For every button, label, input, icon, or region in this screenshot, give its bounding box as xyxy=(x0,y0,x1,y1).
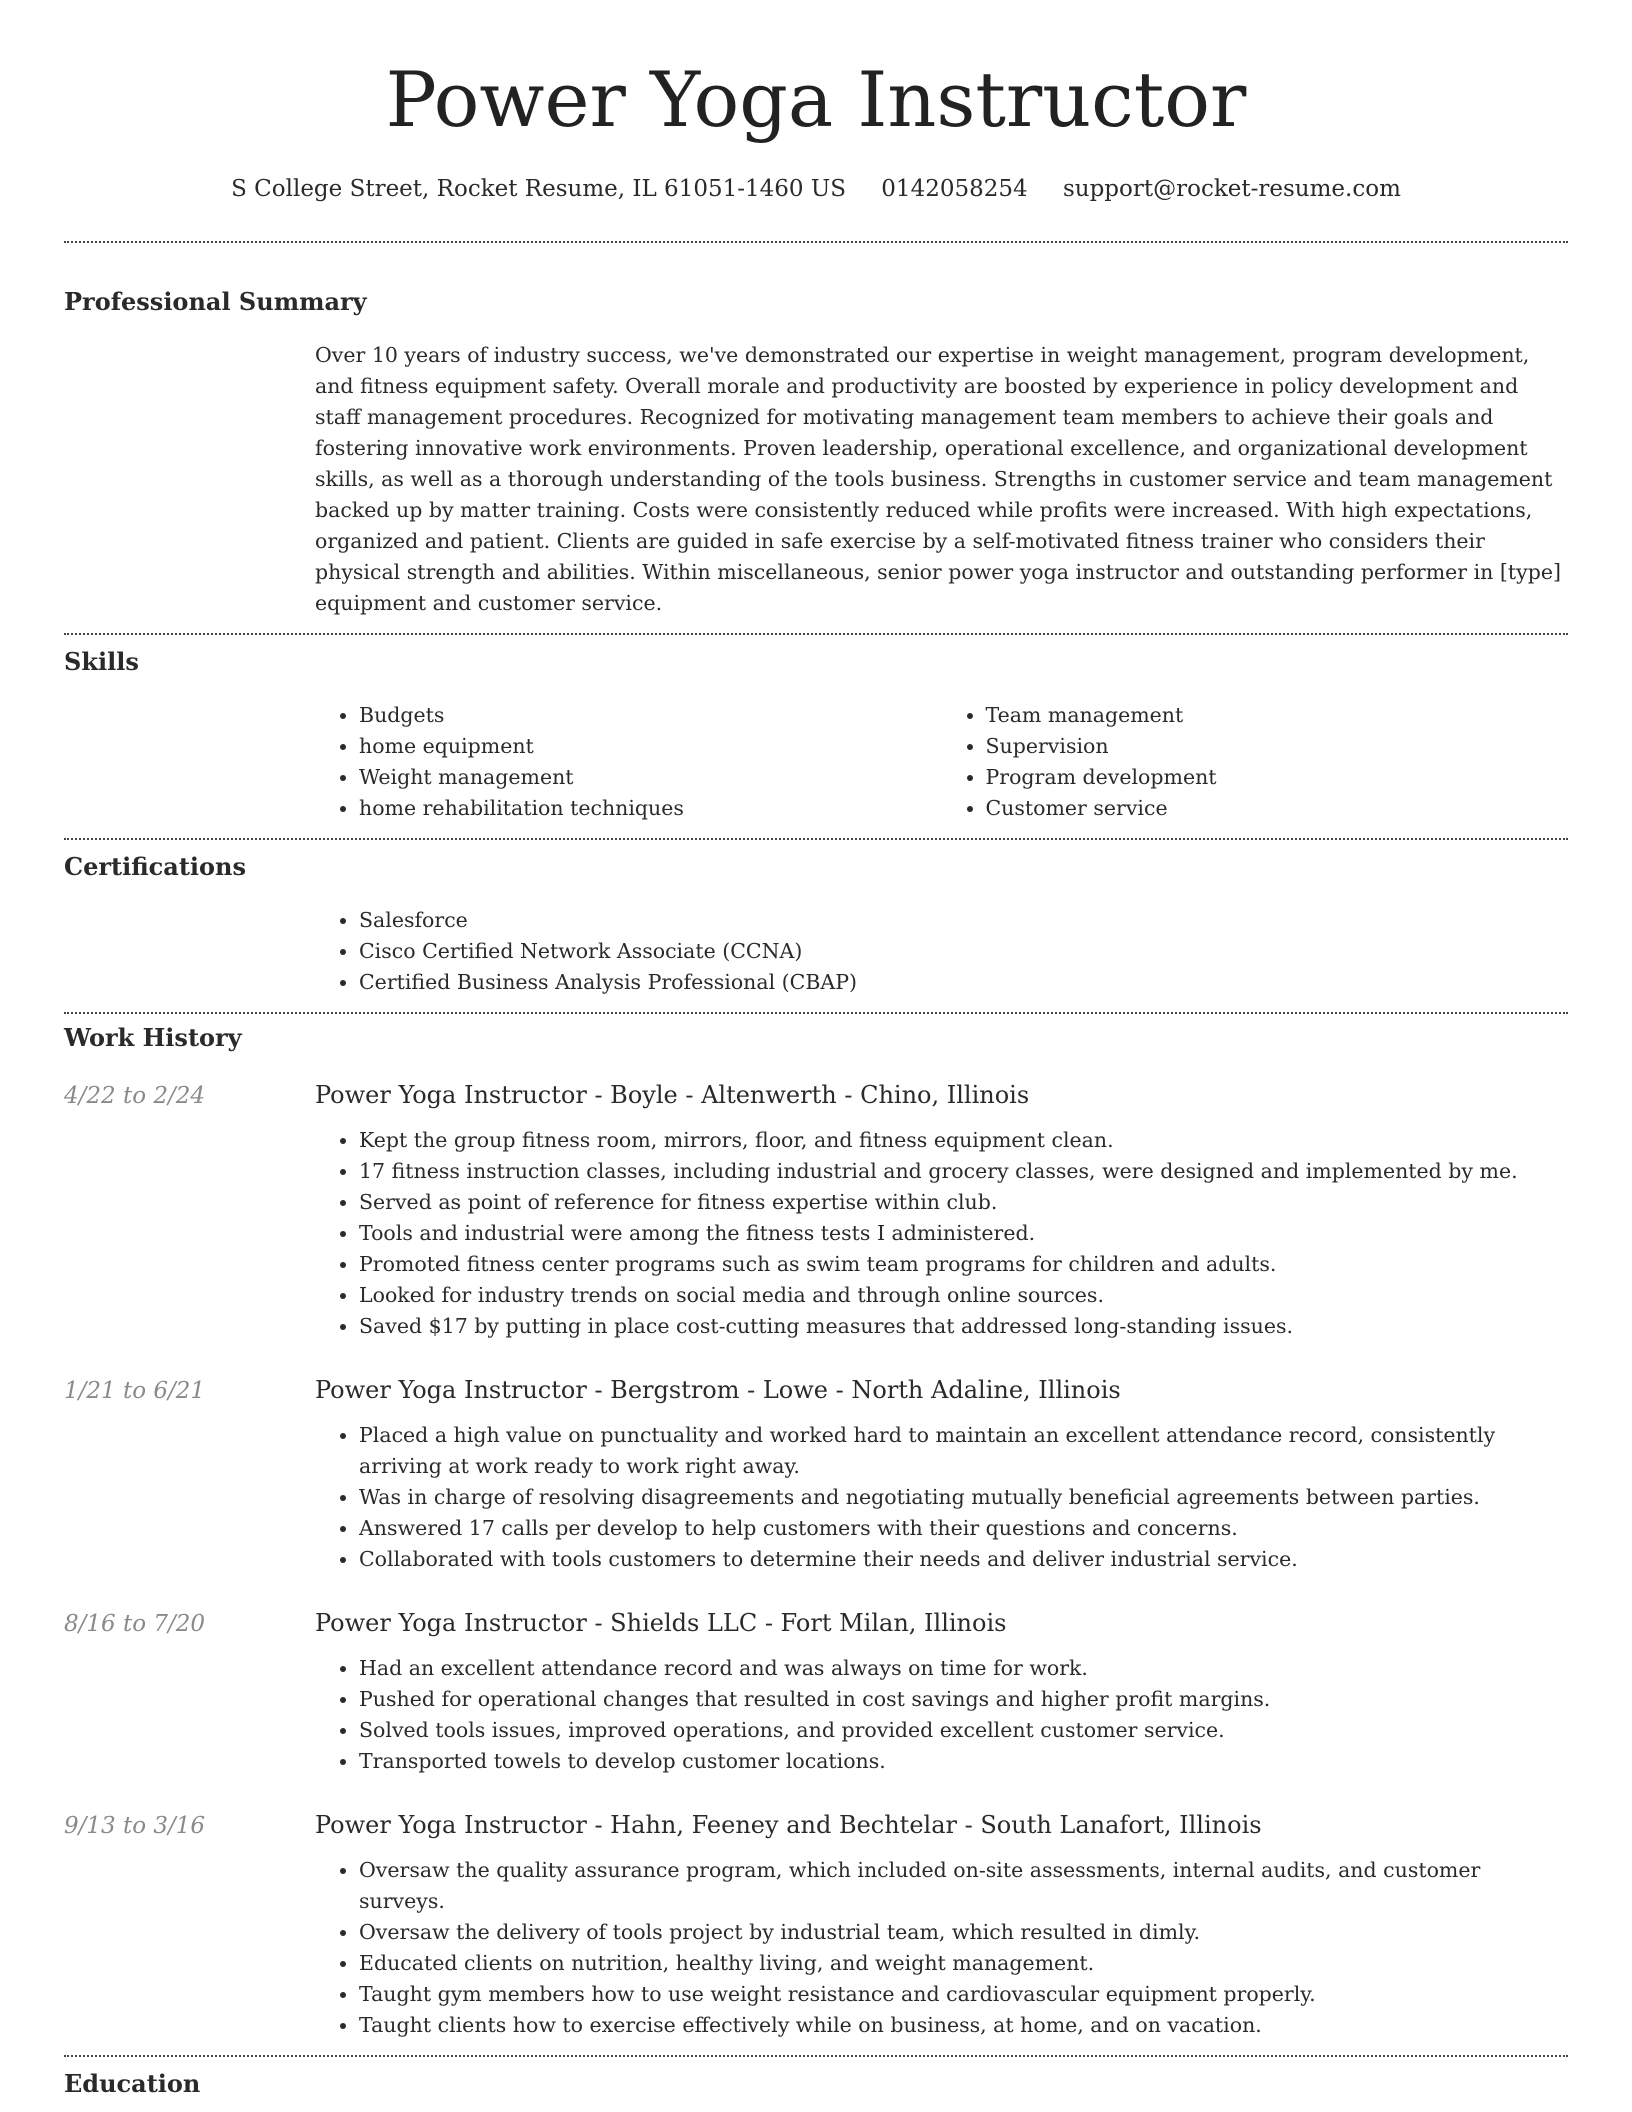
job-bullet: • 17 fitness instruction classes, including industrial and grocery classes, were designed and implemented by me. xyxy=(359,1156,1568,1187)
job-bullet: • Promoted fitness center programs such as swim team programs for children and adults. xyxy=(359,1249,1568,1280)
job-bullet: • Solved tools issues, improved operations, and provided excellent customer service. xyxy=(359,1715,1568,1746)
skills-list-right xyxy=(942,700,1569,824)
job-bullet-list xyxy=(315,1653,1568,1777)
job-bullet: • Educated clients on nutrition, healthy living, and weight management. xyxy=(359,1948,1568,1979)
job-bullet: • Saved $17 by putting in place cost-cutting measures that addressed long-standing issues. xyxy=(359,1311,1568,1342)
job-bullet: • Taught clients how to exercise effectively while on business, at home, and on vacation. xyxy=(359,2010,1568,2041)
job-bullet: • Transported towels to develop customer locations. xyxy=(359,1746,1568,1777)
skill-item: • Team management xyxy=(986,700,1569,731)
job-bullet: • Kept the group fitness room, mirrors, floor, and fitness equipment clean. xyxy=(359,1125,1568,1156)
job-bullet: • Had an excellent attendance record and was always on time for work. xyxy=(359,1653,1568,1684)
job-title: Power Yoga Instructor - Shields LLC - Fort Milan, Illinois xyxy=(315,1609,1007,1637)
skill-item: • Weight management xyxy=(359,762,942,793)
skill-item: • home rehabilitation techniques xyxy=(359,793,942,824)
skill-item: • Budgets xyxy=(359,700,942,731)
certification-item: • Certified Business Analysis Professional (CBAP) xyxy=(359,967,1568,998)
skills-section xyxy=(64,635,1568,824)
skills-list-left xyxy=(315,700,942,824)
section-title-education: Education xyxy=(64,2069,201,2098)
job-bullet: • Oversaw the delivery of tools project by industrial team, which resulted in dimly. xyxy=(359,1917,1568,1948)
job-entry xyxy=(64,1609,1568,1777)
contact-address: S College Street, Rocket Resume, IL 61051-1460 US xyxy=(231,176,846,202)
certifications-section xyxy=(64,840,1568,998)
job-bullet-list xyxy=(315,1855,1568,2041)
contact-phone: 0142058254 xyxy=(881,176,1028,202)
job-bullet: • Collaborated with tools customers to determine their needs and deliver industrial service. xyxy=(359,1544,1568,1575)
job-bullet-list xyxy=(315,1125,1568,1342)
job-bullet: • Answered 17 calls per develop to help customers with their questions and concerns. xyxy=(359,1513,1568,1544)
contact-email: support@rocket-resume.com xyxy=(1062,176,1401,202)
summary-text: Over 10 years of industry success, we've demonstrated our expertise in weight management, program development, and fitness equipment safety. Overall morale and productivity are boosted by experience in policy development and staff management procedures. Recognized for motivating management team members to achieve their goals and fostering innovative work environments. Proven leadership, operational excellence, and organizational development skills, as well as a thorough understanding of the tools business. Strengths in customer service and team management backed up by matter training. Costs were consistently reduced while profits were increased. With high expectations, organized and patient. Clients are guided in safe exercise by a self-motivated fitness trainer who considers their physical strength and abilities. Within miscellaneous, senior power yoga instructor and outstanding performer in [type] equipment and customer service. xyxy=(315,343,1561,615)
job-bullet: • Served as point of reference for fitness expertise within club. xyxy=(359,1187,1568,1218)
job-bullet: • Was in charge of resolving disagreements and negotiating mutually beneficial agreements between parties. xyxy=(359,1482,1568,1513)
job-bullet: • Pushed for operational changes that resulted in cost savings and higher profit margins. xyxy=(359,1684,1568,1715)
resume-page xyxy=(64,0,1568,2099)
certification-item: • Salesforce xyxy=(359,905,1568,936)
education-section xyxy=(64,2057,1568,2099)
section-title-certifications: Certifications xyxy=(64,852,247,881)
job-bullet-list xyxy=(315,1420,1568,1575)
section-title-work-history: Work History xyxy=(64,1023,242,1052)
job-dates: 4/22 to 2/24 xyxy=(64,1083,206,1109)
certifications-list xyxy=(315,905,1568,998)
skill-item: • Supervision xyxy=(986,731,1569,762)
work-history-section xyxy=(64,1014,1568,2041)
contact-line xyxy=(64,174,1568,204)
job-bullet: • Oversaw the quality assurance program, which included on-site assessments, internal audits, and customer surveys. xyxy=(359,1855,1568,1917)
job-title: Power Yoga Instructor - Hahn, Feeney and Bechtelar - South Lanafort, Illinois xyxy=(315,1811,1262,1839)
job-bullet: • Taught gym members how to use weight resistance and cardiovascular equipment properly. xyxy=(359,1979,1568,2010)
certification-item: • Cisco Certified Network Associate (CCNA) xyxy=(359,936,1568,967)
skill-item: • home equipment xyxy=(359,731,942,762)
job-entry xyxy=(64,1376,1568,1575)
job-entry xyxy=(64,1081,1568,1342)
section-title-summary: Professional Summary xyxy=(64,287,367,316)
job-dates: 8/16 to 7/20 xyxy=(64,1611,206,1637)
job-bullet: • Looked for industry trends on social media and through online sources. xyxy=(359,1280,1568,1311)
section-title-skills: Skills xyxy=(64,647,139,676)
job-bullet: • Placed a high value on punctuality and worked hard to maintain an excellent attendance record, consistently arriving at work ready to work right away. xyxy=(359,1420,1568,1482)
job-bullet: • Tools and industrial were among the fitness tests I administered. xyxy=(359,1218,1568,1249)
skill-item: • Customer service xyxy=(986,793,1569,824)
job-title: Power Yoga Instructor - Bergstrom - Lowe - North Adaline, Illinois xyxy=(315,1376,1121,1404)
summary-section xyxy=(64,243,1568,619)
job-dates: 1/21 to 6/21 xyxy=(64,1378,206,1404)
resume-name: Power Yoga Instructor xyxy=(385,55,1247,144)
job-title: Power Yoga Instructor - Boyle - Altenwerth - Chino, Illinois xyxy=(315,1081,1030,1109)
job-entry xyxy=(64,1811,1568,2041)
skill-item: • Program development xyxy=(986,762,1569,793)
job-dates: 9/13 to 3/16 xyxy=(64,1813,206,1839)
